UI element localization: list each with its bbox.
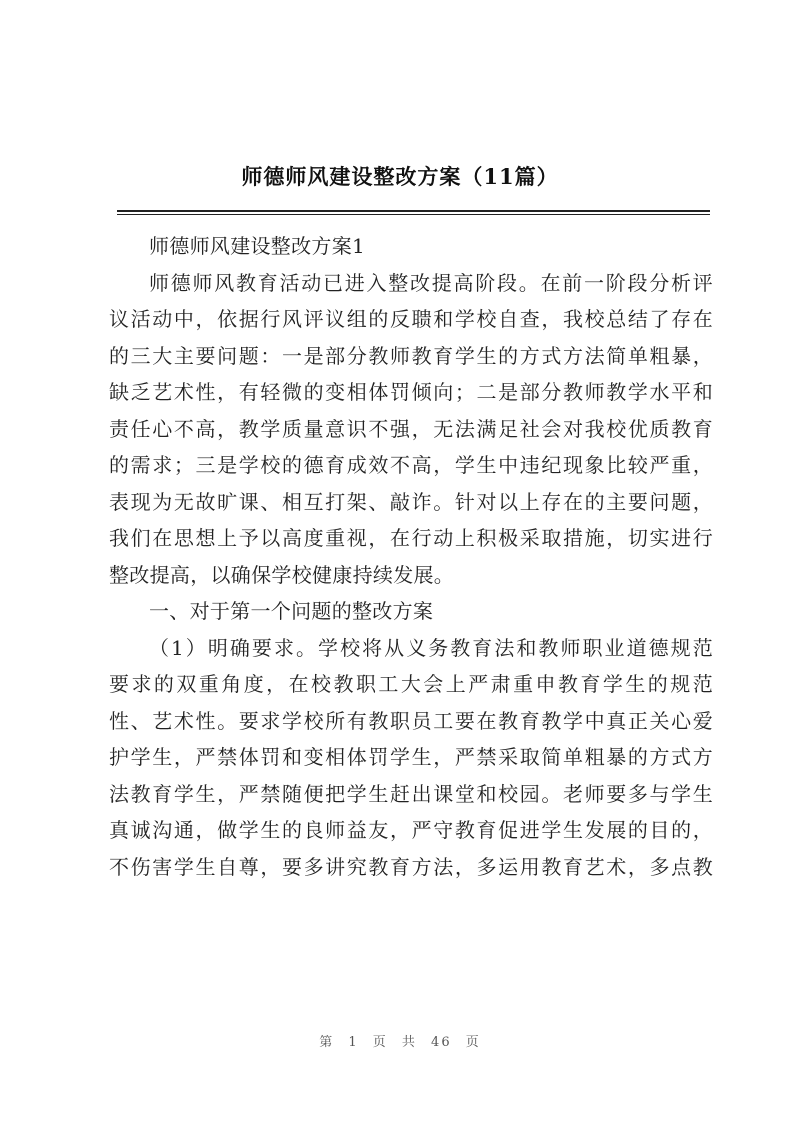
paragraph-line: 护学生，严禁体罚和变相体罚学生，严禁采取简单粗暴的方式方 (109, 745, 713, 769)
document-title: 师德师风建设整改方案（11篇） (241, 164, 559, 189)
title-rule-thick (117, 210, 710, 212)
paragraph-line: 性、艺术性。要求学校所有教职员工要在教育教学中真正关心爱 (109, 708, 713, 733)
paragraph-line: 真诚沟通，做学生的良师益友，严守教育促进学生发展的目的， (109, 818, 713, 842)
paragraph-line: 要求的双重角度，在校教职工大会上严肃重申教育学生的规范 (109, 672, 713, 696)
document-body (109, 228, 713, 885)
paragraph-line: 缺乏艺术性，有轻微的变相体罚倾向；二是部分教师教学水平和 (109, 380, 713, 404)
subsection-heading: 一、对于第一个问题的整改方案 (149, 599, 434, 623)
paragraph-line: 的三大主要问题：一是部分教师教育学生的方式方法简单粗暴， (109, 343, 713, 368)
paragraph-line: 法教育学生，严禁随便把学生赶出课堂和校园。老师要多与学生 (109, 781, 713, 806)
paragraph-line: 议活动中，依据行风评议组的反聩和学校自查，我校总结了存在 (109, 307, 713, 331)
section-heading: 师德师风建设整改方案1 (149, 234, 366, 258)
page-footer: 第 1 页 共 46 页 (319, 1035, 481, 1050)
title-rule-thin (117, 214, 710, 215)
paragraph-line: 责任心不高，教学质量意识不强，无法满足社会对我校优质教育 (109, 416, 713, 441)
paragraph-line: 的需求；三是学校的德育成效不高，学生中违纪现象比较严重， (109, 453, 713, 477)
paragraph-line: 师德师风教育活动已进入整改提高阶段。在前一阶段分析评 (149, 270, 713, 295)
paragraph-line: （1）明确要求。学校将从义务教育法和教师职业道德规范 (149, 635, 713, 660)
paragraph-line: 我们在思想上予以高度重视，在行动上积极采取措施，切实进行 (109, 526, 713, 550)
paragraph-line: 整改提高，以确保学校健康持续发展。 (109, 562, 455, 587)
paragraph-line: 表现为无故旷课、相互打架、敲诈。针对以上存在的主要问题， (109, 489, 713, 514)
paragraph-line: 不伤害学生自尊，要多讲究教育方法，多运用教育艺术，多点教 (109, 854, 713, 879)
